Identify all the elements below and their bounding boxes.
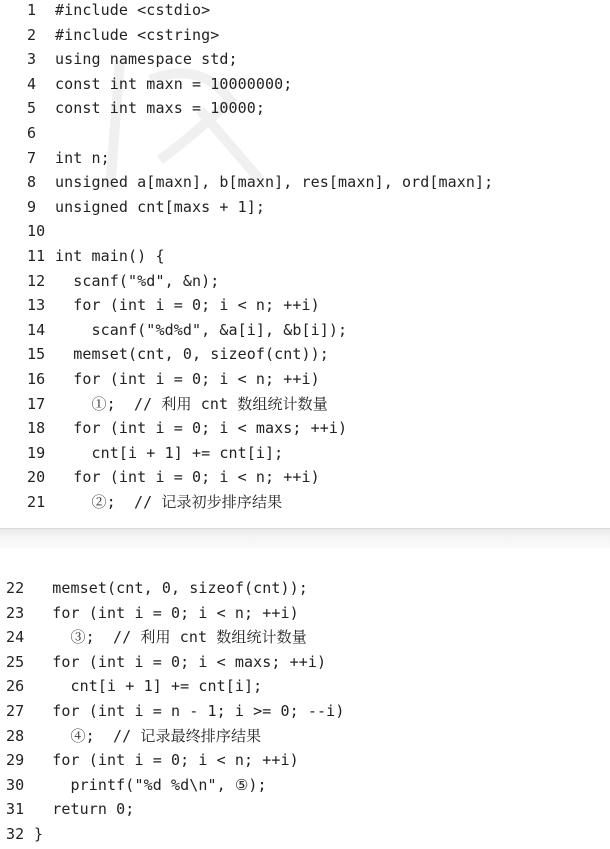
line-number: 4 xyxy=(27,74,37,93)
line-number: 29 xyxy=(6,751,25,770)
code-text: int main() { xyxy=(55,247,165,265)
code-text: #include <cstring> xyxy=(55,25,220,44)
code-text: scanf("%d%d", &a[i], &b[i]); xyxy=(55,320,348,339)
code-text: ③; // 利用 cnt 数组统计数量 xyxy=(34,628,307,647)
code-text: } xyxy=(34,825,44,843)
line-number: 8 xyxy=(27,173,37,192)
code-text: for (int i = 0; i < maxs; ++i) xyxy=(34,652,327,671)
line-number: 24 xyxy=(6,628,25,647)
line-number: 10 xyxy=(27,222,46,241)
code-text: const int maxs = 10000; xyxy=(55,99,266,118)
line-number: 6 xyxy=(27,124,37,142)
line-number: 13 xyxy=(27,296,46,315)
line-number: 27 xyxy=(6,702,25,720)
line-number: 12 xyxy=(27,271,46,290)
line-number: 3 xyxy=(27,50,37,69)
line-number: 16 xyxy=(27,370,46,388)
line-number: 11 xyxy=(27,247,46,265)
line-number: 5 xyxy=(27,99,37,118)
code-text: ①; // 利用 cnt 数组统计数量 xyxy=(55,394,328,413)
line-number: 30 xyxy=(6,775,25,794)
line-number: 7 xyxy=(27,148,37,167)
line-number: 20 xyxy=(27,468,46,487)
line-number: 26 xyxy=(6,677,25,696)
code-text: cnt[i + 1] += cnt[i]; xyxy=(34,677,263,696)
code-text: for (int i = 0; i < maxs; ++i) xyxy=(55,419,348,438)
line-number: 19 xyxy=(27,443,46,462)
line-number: 17 xyxy=(27,394,46,413)
code-text: #include <cstdio> xyxy=(55,1,211,19)
line-number: 2 xyxy=(27,25,37,44)
code-text: memset(cnt, 0, sizeof(cnt)); xyxy=(34,579,308,597)
code-text: ④; // 记录最终排序结果 xyxy=(34,726,262,745)
code-text: for (int i = 0; i < n; ++i) xyxy=(55,370,320,388)
code-text: for (int i = 0; i < n; ++i) xyxy=(55,468,320,487)
code-text: memset(cnt, 0, sizeof(cnt)); xyxy=(55,345,329,364)
code-text: int n; xyxy=(55,148,110,167)
code-text: ②; // 记录初步排序结果 xyxy=(55,493,283,511)
line-number: 22 xyxy=(6,579,25,597)
line-number: 14 xyxy=(27,320,46,339)
code-text: using namespace std; xyxy=(55,50,238,69)
code-text: unsigned cnt[maxs + 1]; xyxy=(55,197,266,216)
code-text: return 0; xyxy=(34,800,135,819)
line-number: 18 xyxy=(27,419,46,438)
code-text: unsigned a[maxn], b[maxn], res[maxn], ord[maxn]; xyxy=(55,173,494,192)
code-text: const int maxn = 10000000; xyxy=(55,74,293,93)
line-number: 21 xyxy=(27,493,46,511)
snippet-separator xyxy=(0,528,610,549)
line-number: 31 xyxy=(6,800,25,819)
line-number: 25 xyxy=(6,652,25,671)
code-text: for (int i = 0; i < n; ++i) xyxy=(34,603,299,622)
line-number: 1 xyxy=(27,1,37,19)
code-text: printf("%d %d\n", ⑤); xyxy=(34,775,267,794)
code-text: for (int i = 0; i < n; ++i) xyxy=(34,751,299,770)
line-number: 23 xyxy=(6,603,25,622)
line-number: 32 xyxy=(6,825,25,843)
line-number: 15 xyxy=(27,345,46,364)
code-text: for (int i = n - 1; i >= 0; --i) xyxy=(34,702,345,720)
line-number: 9 xyxy=(27,197,37,216)
code-text: cnt[i + 1] += cnt[i]; xyxy=(55,443,284,462)
line-number: 28 xyxy=(6,726,25,745)
code-text: scanf("%d", &n); xyxy=(55,271,220,290)
code-text: for (int i = 0; i < n; ++i) xyxy=(55,296,320,315)
code-panel-bottom xyxy=(0,548,610,849)
